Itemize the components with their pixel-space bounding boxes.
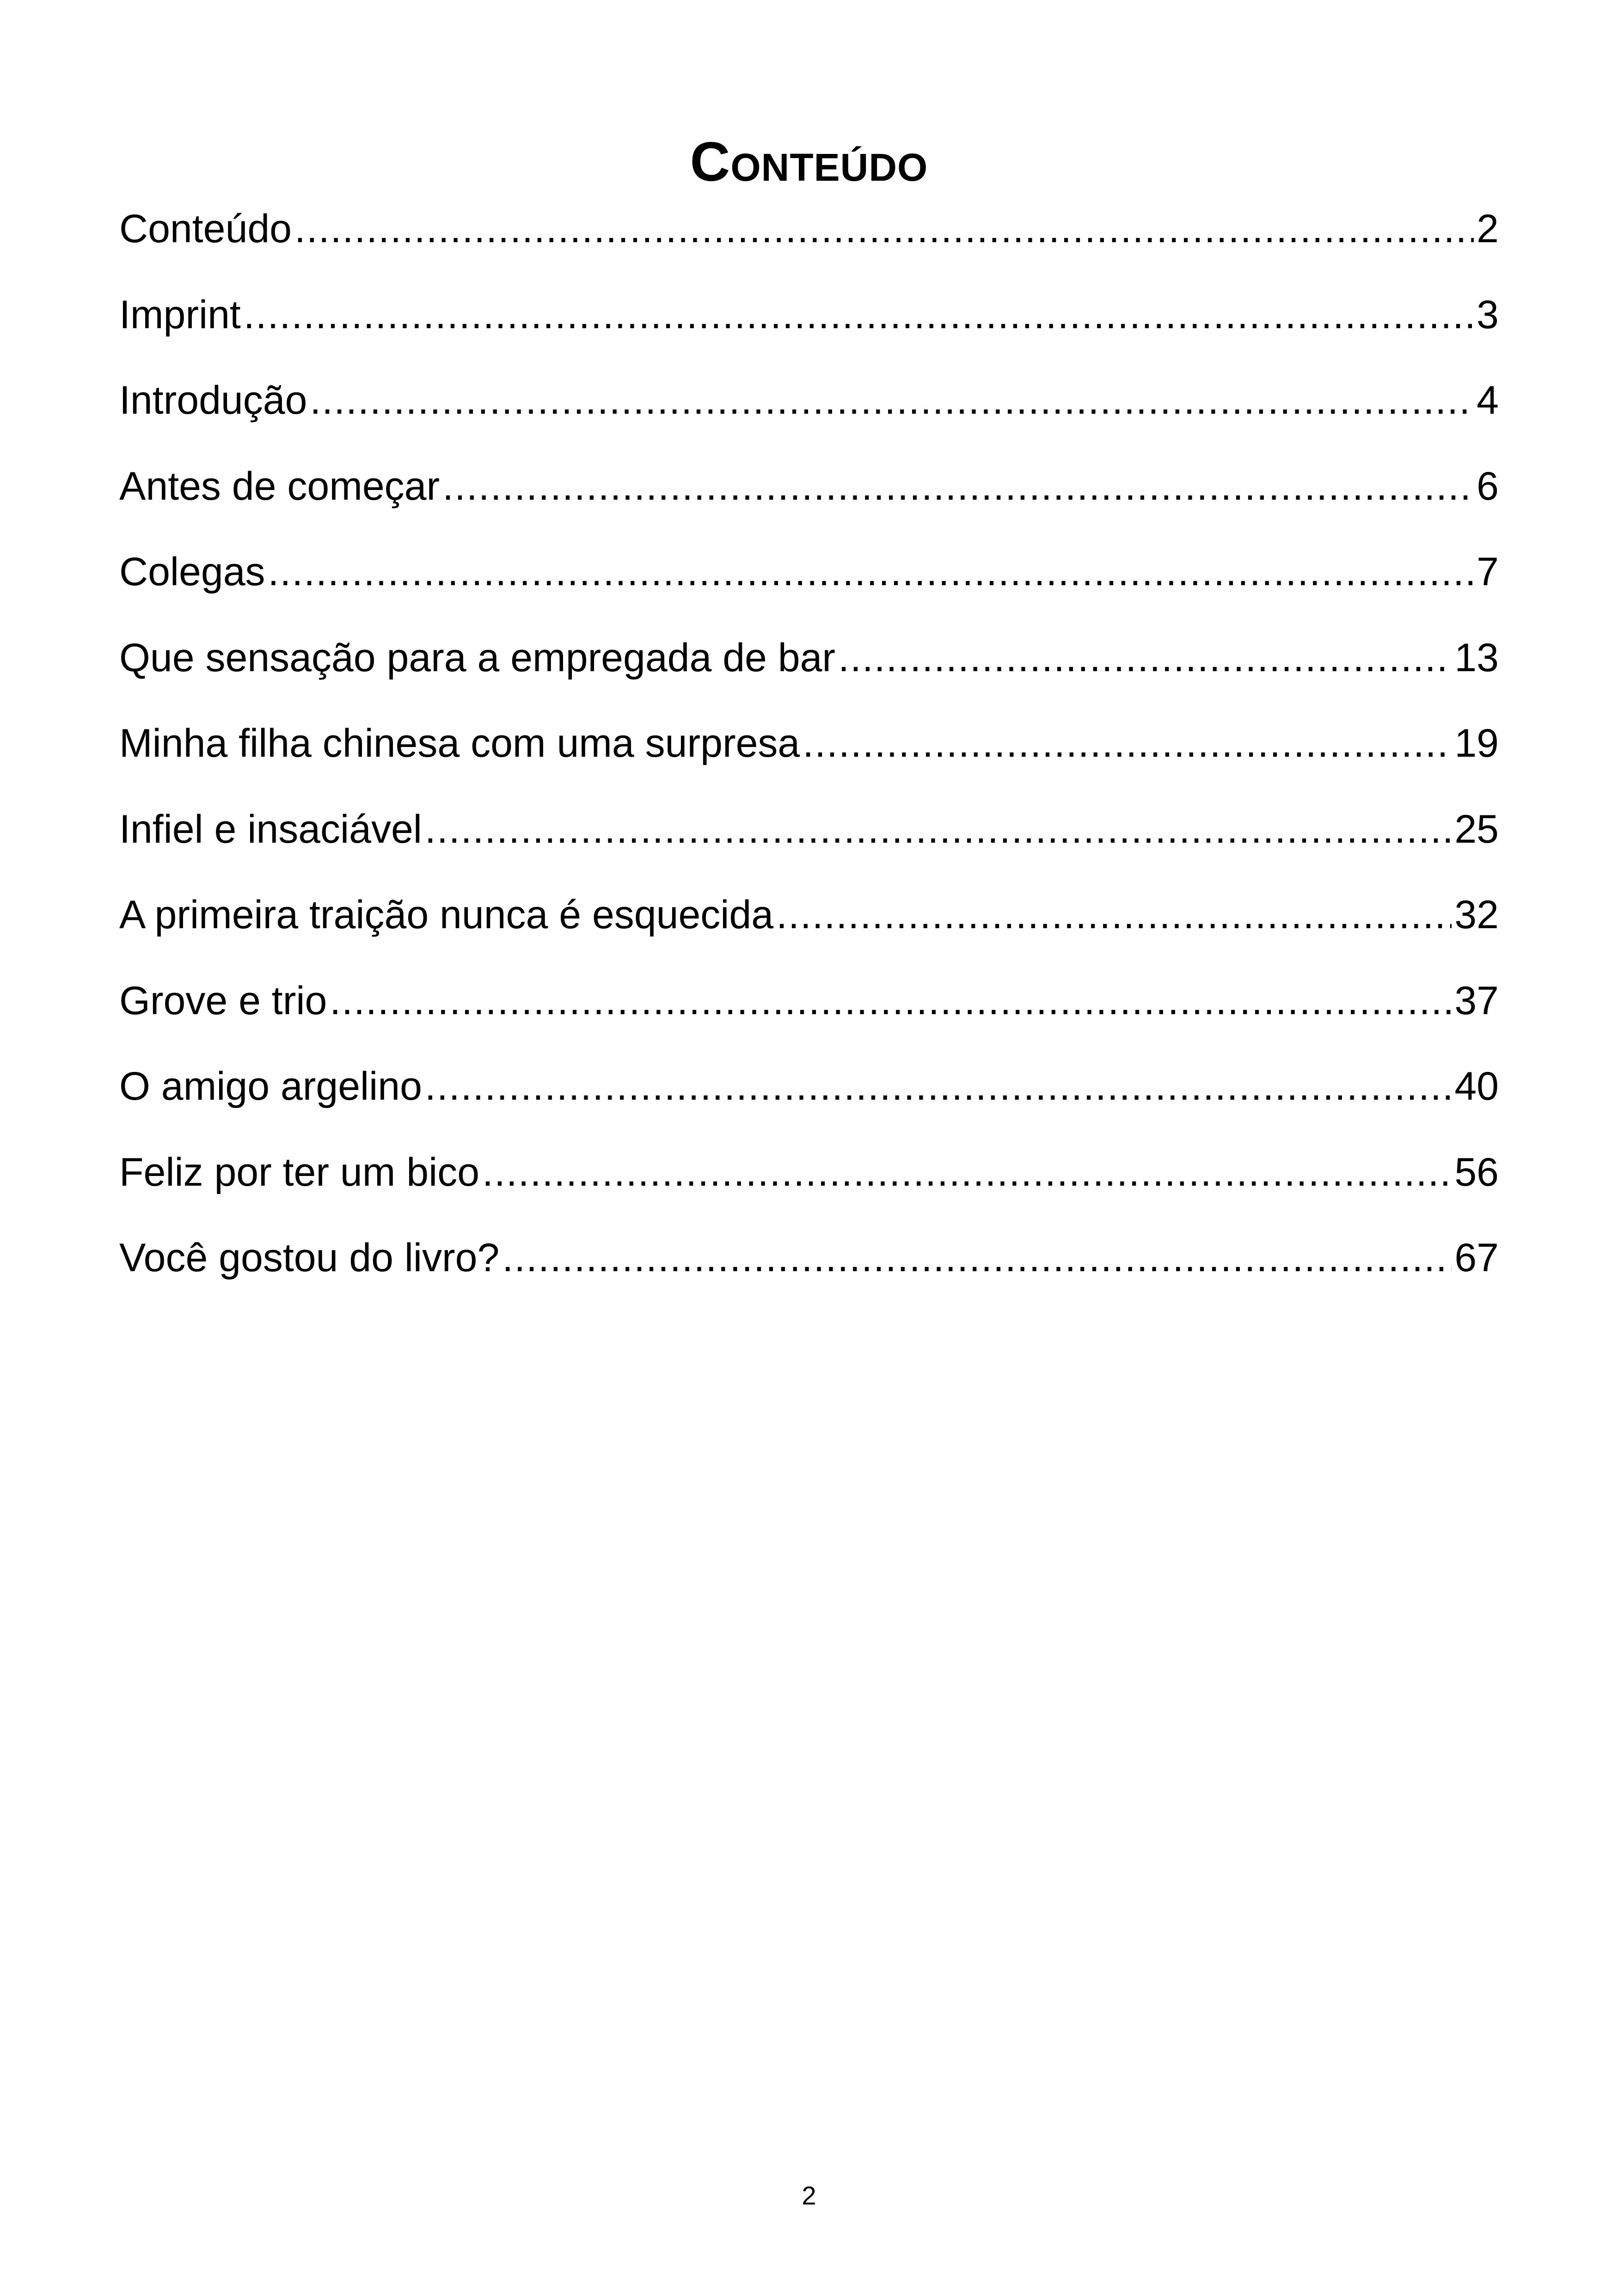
table-of-contents	[119, 199, 1499, 1314]
toc-entry[interactable]	[119, 713, 1499, 799]
toc-dot-leader	[294, 199, 1474, 259]
toc-dot-leader	[482, 1142, 1452, 1202]
toc-page-number: 3	[1477, 292, 1499, 337]
toc-page-number: 32	[1454, 893, 1499, 937]
toc-page-number: 2	[1477, 207, 1499, 251]
toc-entry[interactable]	[119, 456, 1499, 542]
toc-page-number: 40	[1454, 1064, 1499, 1108]
toc-entry-title: Feliz por ter um bico	[119, 1150, 480, 1194]
toc-entry[interactable]	[119, 885, 1499, 971]
toc-dot-leader	[244, 285, 1474, 345]
toc-entry[interactable]	[119, 285, 1499, 371]
toc-entry[interactable]	[119, 799, 1499, 885]
toc-dot-leader	[838, 628, 1452, 688]
toc-page-number: 4	[1477, 378, 1499, 422]
toc-page-number: 19	[1454, 721, 1499, 765]
toc-dot-leader	[803, 713, 1452, 773]
toc-page-number: 56	[1454, 1150, 1499, 1194]
toc-dot-leader	[425, 799, 1452, 859]
toc-page-number: 25	[1454, 807, 1499, 851]
page-title: Conteúdo	[690, 131, 928, 193]
toc-entry-title: Que sensação para a empregada de bar	[119, 635, 836, 680]
toc-entry[interactable]	[119, 542, 1499, 628]
toc-entry[interactable]	[119, 1142, 1499, 1228]
toc-entry[interactable]	[119, 1056, 1499, 1142]
toc-entry[interactable]	[119, 199, 1499, 285]
toc-page-number: 7	[1477, 550, 1499, 594]
toc-entry[interactable]	[119, 370, 1499, 456]
toc-entry[interactable]	[119, 1228, 1499, 1314]
toc-dot-leader	[776, 885, 1452, 945]
toc-entry-title: Infiel e insaciável	[119, 807, 422, 851]
toc-entry-title: A primeira traição nunca é esquecida	[119, 893, 774, 937]
toc-dot-leader	[442, 456, 1474, 516]
toc-dot-leader	[330, 971, 1452, 1031]
toc-page-number: 13	[1454, 635, 1499, 680]
toc-entry-title: Você gostou do livro?	[119, 1236, 500, 1280]
page-number: 2	[802, 2181, 816, 2210]
toc-page-number: 37	[1454, 978, 1499, 1023]
toc-dot-leader	[425, 1056, 1452, 1116]
toc-entry-title: Introdução	[119, 378, 307, 422]
toc-entry-title: Minha filha chinesa com uma surpresa	[119, 721, 800, 765]
toc-entry-title: O amigo argelino	[119, 1064, 422, 1108]
toc-entry-title: Imprint	[119, 292, 241, 337]
toc-entry[interactable]	[119, 628, 1499, 714]
toc-entry-title: Colegas	[119, 550, 265, 594]
toc-entry[interactable]	[119, 971, 1499, 1057]
toc-entry-title: Antes de começar	[119, 464, 440, 508]
toc-page-number: 6	[1477, 464, 1499, 508]
toc-dot-leader	[310, 370, 1474, 430]
toc-entry-title: Conteúdo	[119, 207, 292, 251]
toc-dot-leader	[502, 1228, 1452, 1288]
toc-page-number: 67	[1454, 1236, 1499, 1280]
toc-entry-title: Grove e trio	[119, 978, 327, 1023]
toc-dot-leader	[268, 542, 1474, 602]
